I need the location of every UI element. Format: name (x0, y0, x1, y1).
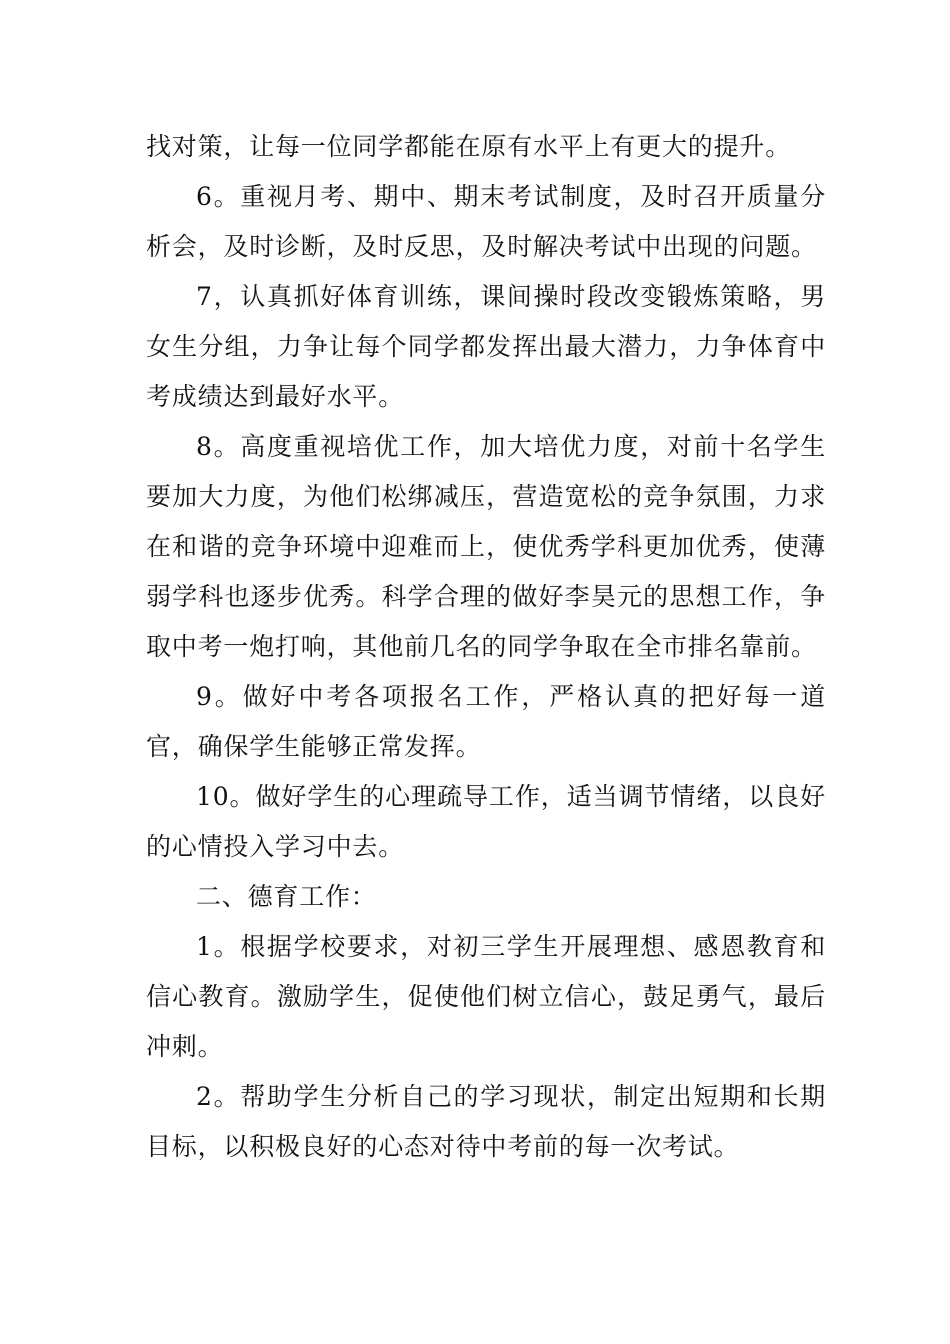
document-body (146, 122, 826, 1172)
paragraph-item-7: 7，认真抓好体育训练，课间操时段改变锻炼策略，男女生分组，力争让每个同学都发挥出最大潜力，力争体育中考成绩达到最好水平。 (146, 282, 826, 411)
paragraph-moral-item-2: 2。帮助学生分析自己的学习现状，制定出短期和长期目标，以积极良好的心态对待中考前的每一次考试。 (146, 1082, 826, 1161)
paragraph-item-8: 8。高度重视培优工作，加大培优力度，对前十名学生要加大力度，为他们松绑减压，营造宽松的竞争氛围，力求在和谐的竞争环境中迎难而上，使优秀学科更加优秀，使薄弱学科也逐步优秀。科学合理的做好李昊元的思想工作，争取中考一炮打响，其他前几名的同学争取在全市排名靠前。 (146, 432, 826, 661)
paragraph-item-9: 9。做好中考各项报名工作，严格认真的把好每一道官，确保学生能够正常发挥。 (146, 682, 826, 761)
section-heading-moral-education: 二、德育工作： (196, 882, 377, 911)
paragraph-item-6: 6。重视月考、期中、期末考试制度，及时召开质量分析会，及时诊断，及时反思，及时解决考试中出现的问题。 (146, 182, 826, 261)
paragraph-continuation: 找对策，让每一位同学都能在原有水平上有更大的提升。 (146, 132, 792, 161)
paragraph-moral-item-1: 1。根据学校要求，对初三学生开展理想、感恩教育和信心教育。激励学生，促使他们树立信心，鼓足勇气，最后冲刺。 (146, 932, 826, 1061)
paragraph-item-10: 10。做好学生的心理疏导工作，适当调节情绪，以良好的心情投入学习中去。 (146, 782, 826, 861)
